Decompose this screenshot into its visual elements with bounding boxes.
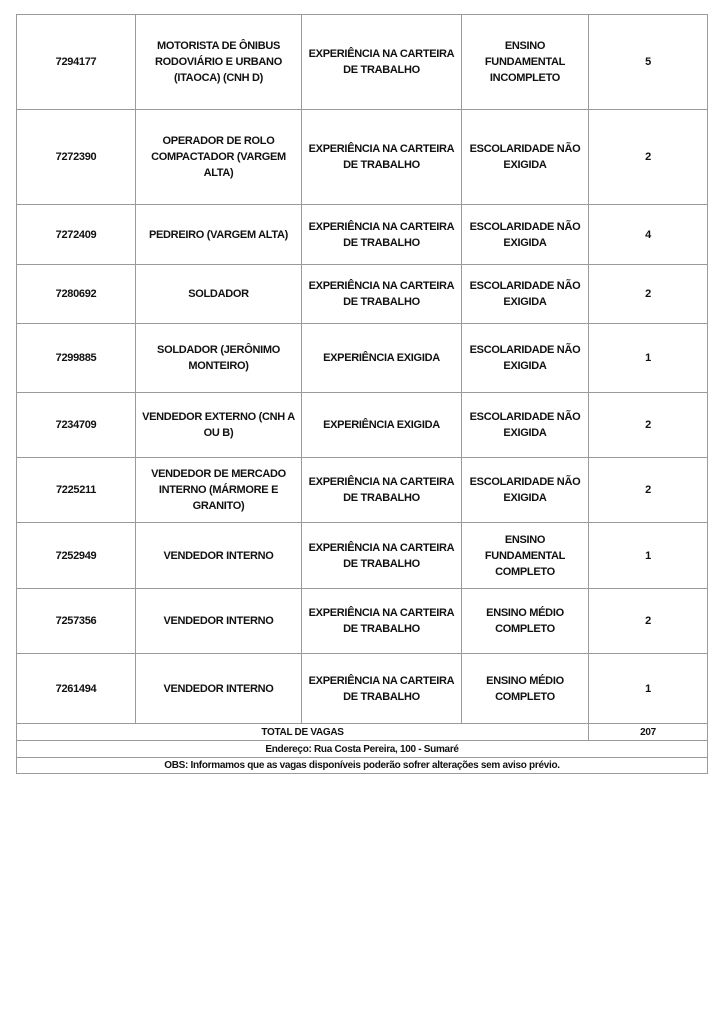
cell-education: ESCOLARIDADE NÃO EXIGIDA xyxy=(462,110,589,205)
cell-code: 7252949 xyxy=(17,523,136,589)
total-value: 207 xyxy=(589,724,708,741)
note-row xyxy=(17,758,708,774)
table-row xyxy=(17,110,708,205)
cell-education: ENSINO MÉDIO COMPLETO xyxy=(462,589,589,654)
cell-code: 7257356 xyxy=(17,589,136,654)
cell-education: ESCOLARIDADE NÃO EXIGIDA xyxy=(462,205,589,265)
table-row xyxy=(17,324,708,393)
cell-vacancies: 2 xyxy=(589,458,708,523)
cell-vacancies: 4 xyxy=(589,205,708,265)
cell-code: 7299885 xyxy=(17,324,136,393)
cell-vacancies: 2 xyxy=(589,393,708,458)
cell-education: ESCOLARIDADE NÃO EXIGIDA xyxy=(462,458,589,523)
cell-code: 7272409 xyxy=(17,205,136,265)
cell-role: PEDREIRO (VARGEM ALTA) xyxy=(136,205,302,265)
cell-role: SOLDADOR (JERÔNIMO MONTEIRO) xyxy=(136,324,302,393)
cell-education: ESCOLARIDADE NÃO EXIGIDA xyxy=(462,393,589,458)
cell-role: OPERADOR DE ROLO COMPACTADOR (VARGEM ALTA) xyxy=(136,110,302,205)
cell-role: MOTORISTA DE ÔNIBUS RODOVIÁRIO E URBANO (ITAOCA) (CNH D) xyxy=(136,15,302,110)
cell-code: 7272390 xyxy=(17,110,136,205)
address-row xyxy=(17,741,708,758)
table-row xyxy=(17,393,708,458)
note: OBS: Informamos que as vagas disponíveis poderão sofrer alterações sem aviso prévio. xyxy=(17,758,708,774)
cell-education: ENSINO FUNDAMENTAL INCOMPLETO xyxy=(462,15,589,110)
table-row xyxy=(17,654,708,724)
job-vacancies-table xyxy=(16,14,708,774)
cell-code: 7225211 xyxy=(17,458,136,523)
cell-code: 7294177 xyxy=(17,15,136,110)
cell-experience: EXPERIÊNCIA EXIGIDA xyxy=(302,324,462,393)
cell-vacancies: 1 xyxy=(589,523,708,589)
cell-vacancies: 1 xyxy=(589,324,708,393)
cell-vacancies: 2 xyxy=(589,265,708,324)
table-row xyxy=(17,589,708,654)
cell-code: 7234709 xyxy=(17,393,136,458)
cell-role: VENDEDOR INTERNO xyxy=(136,589,302,654)
cell-role: VENDEDOR INTERNO xyxy=(136,523,302,589)
cell-experience: EXPERIÊNCIA NA CARTEIRA DE TRABALHO xyxy=(302,523,462,589)
cell-experience: EXPERIÊNCIA NA CARTEIRA DE TRABALHO xyxy=(302,110,462,205)
cell-education: ESCOLARIDADE NÃO EXIGIDA xyxy=(462,265,589,324)
cell-vacancies: 2 xyxy=(589,110,708,205)
table-row xyxy=(17,523,708,589)
cell-experience: EXPERIÊNCIA NA CARTEIRA DE TRABALHO xyxy=(302,458,462,523)
cell-role: VENDEDOR EXTERNO (CNH A OU B) xyxy=(136,393,302,458)
cell-role: VENDEDOR INTERNO xyxy=(136,654,302,724)
address: Endereço: Rua Costa Pereira, 100 - Sumaré xyxy=(17,741,708,758)
cell-education: ESCOLARIDADE NÃO EXIGIDA xyxy=(462,324,589,393)
cell-code: 7261494 xyxy=(17,654,136,724)
cell-experience: EXPERIÊNCIA NA CARTEIRA DE TRABALHO xyxy=(302,654,462,724)
table-row xyxy=(17,15,708,110)
cell-experience: EXPERIÊNCIA NA CARTEIRA DE TRABALHO xyxy=(302,589,462,654)
cell-role: SOLDADOR xyxy=(136,265,302,324)
cell-vacancies: 2 xyxy=(589,589,708,654)
cell-vacancies: 5 xyxy=(589,15,708,110)
total-row xyxy=(17,724,708,741)
cell-education: ENSINO FUNDAMENTAL COMPLETO xyxy=(462,523,589,589)
table-row xyxy=(17,265,708,324)
cell-code: 7280692 xyxy=(17,265,136,324)
cell-experience: EXPERIÊNCIA EXIGIDA xyxy=(302,393,462,458)
cell-experience: EXPERIÊNCIA NA CARTEIRA DE TRABALHO xyxy=(302,265,462,324)
cell-vacancies: 1 xyxy=(589,654,708,724)
total-label: TOTAL DE VAGAS xyxy=(17,724,589,741)
table-row xyxy=(17,458,708,523)
table-row xyxy=(17,205,708,265)
cell-education: ENSINO MÉDIO COMPLETO xyxy=(462,654,589,724)
cell-experience: EXPERIÊNCIA NA CARTEIRA DE TRABALHO xyxy=(302,205,462,265)
cell-experience: EXPERIÊNCIA NA CARTEIRA DE TRABALHO xyxy=(302,15,462,110)
cell-role: VENDEDOR DE MERCADO INTERNO (MÁRMORE E GRANITO) xyxy=(136,458,302,523)
